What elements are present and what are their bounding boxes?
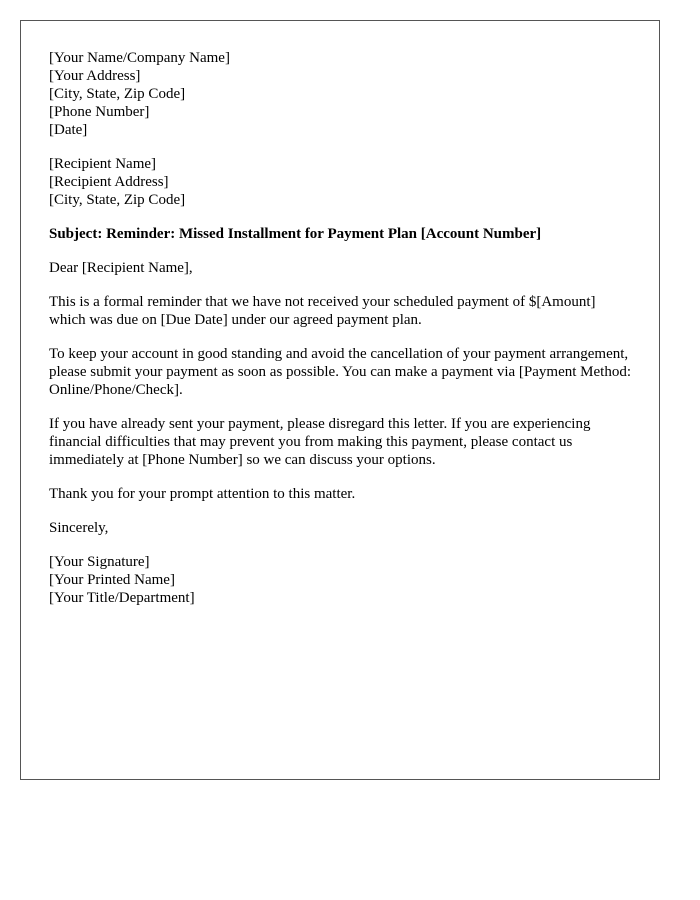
- sender-phone: [Phone Number]: [49, 104, 150, 120]
- letter-date: [Date]: [49, 122, 88, 138]
- salutation: Dear [Recipient Name],: [49, 260, 193, 276]
- letter-page: [20, 20, 660, 780]
- sender-address-block: [49, 49, 631, 139]
- body-paragraph-2: To keep your account in good standing and avoid the cancellation of your payment arrangement, please submit your payment as soon as possible. You can make a payment via [Payment Method: Online/Phone/Check].: [49, 346, 631, 398]
- recipient-city-state-zip: [City, State, Zip Code]: [49, 192, 186, 208]
- signature-block: [49, 553, 631, 607]
- body-paragraph-4: Thank you for your prompt attention to this matter.: [49, 486, 356, 502]
- title-department: [Your Title/Department]: [49, 590, 195, 606]
- body-paragraph-3: If you have already sent your payment, please disregard this letter. If you are experiencing financial difficulties that may prevent you from making this payment, please contact us immediately at [Phone Number] so we can discuss your options.: [49, 416, 591, 468]
- subject-line: Subject: Reminder: Missed Installment for Payment Plan [Account Number]: [49, 226, 542, 242]
- body-paragraph-1: This is a formal reminder that we have not received your scheduled payment of $[Amount] which was due on [Due Date] under our agreed payment plan.: [49, 294, 596, 328]
- recipient-address-block: [49, 155, 631, 209]
- sender-address: [Your Address]: [49, 68, 141, 84]
- closing: Sincerely,: [49, 520, 109, 536]
- sender-city-state-zip: [City, State, Zip Code]: [49, 86, 186, 102]
- sender-name: [Your Name/Company Name]: [49, 50, 230, 66]
- printed-name: [Your Printed Name]: [49, 572, 175, 588]
- recipient-address: [Recipient Address]: [49, 174, 169, 190]
- signature: [Your Signature]: [49, 554, 150, 570]
- recipient-name: [Recipient Name]: [49, 156, 157, 172]
